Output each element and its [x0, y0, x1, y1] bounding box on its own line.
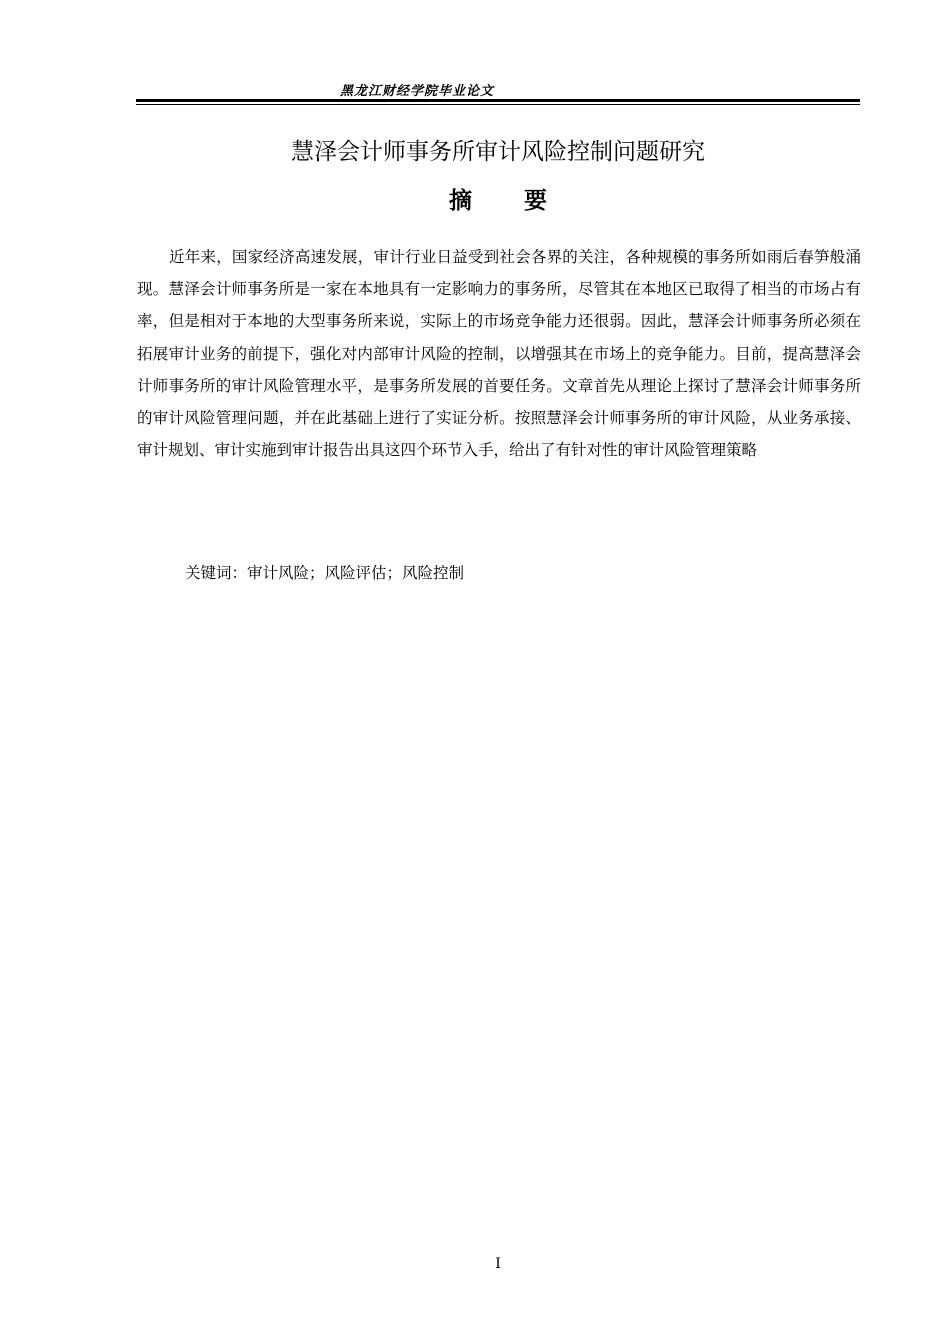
paper-title: 慧泽会计师事务所审计风险控制问题研究 [291, 139, 705, 165]
page-number: I [495, 1256, 501, 1272]
keywords [185, 561, 464, 583]
keywords-value: 审计风险；风险评估；风险控制 [247, 564, 465, 582]
header-rule-thin [136, 104, 860, 105]
abstract-body: 近年来，国家经济高速发展，审计行业日益受到社会各界的关注，各种规模的事务所如雨后春笋般涌现。慧泽会计师事务所是一家在本地具有一定影响力的事务所，尽管其在本地区已取得了相当的市场占有率，但是相对于本地的大型事务所来说，实际上的市场竞争能力还很弱。因此，慧泽会计师事务所必须在拓展审计业务的前提下，强化对内部审计风险的控制，以增强其在市场上的竞争能力。目前，提高慧泽会计师事务所的审计风险管理水平，是事务所发展的首要任务。文章首先从理论上探讨了慧泽会计师事务所的审计风险管理问题，并在此基础上进行了实证分析。按照慧泽会计师事务所的审计风险，从业务承接、审计规划、审计实施到审计报告出具这四个环节入手，给出了有针对性的审计风险管理策略 [137, 248, 861, 460]
keywords-label: 关键词： [185, 564, 248, 582]
header-rule-thick [136, 99, 860, 102]
header-school-name: 黑龙江财经学院毕业论文 [340, 84, 495, 99]
page-header [136, 78, 860, 108]
abstract-heading: 摘要 [449, 188, 599, 214]
